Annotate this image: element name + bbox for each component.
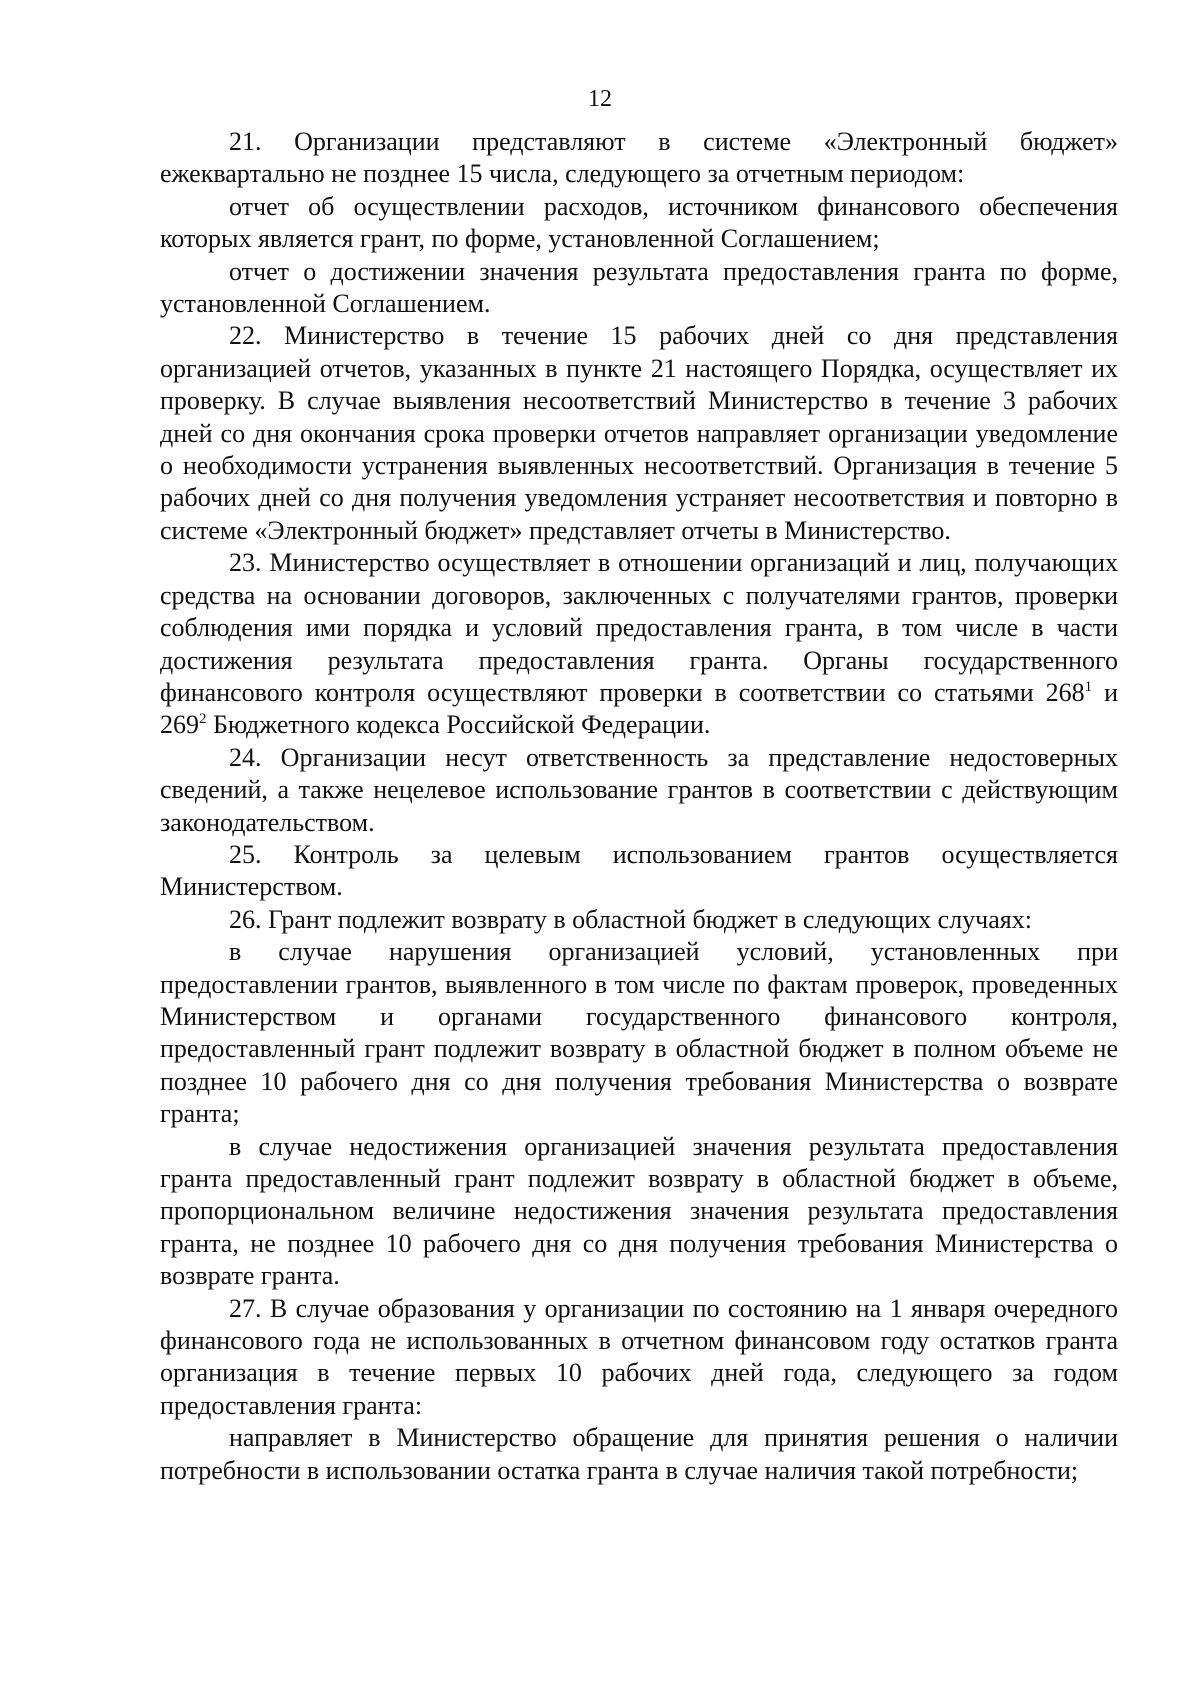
- paragraph-26-item-violation: в случае нарушения организацией условий, установленных при предоставлении грантов, выявленного в том числе по фактам проверок, проведенных Министерством и органами государственного финансового контроля, предоставленный грант подлежит возврату в областной бюджет в полном объеме не позднее 10 рабочего дня со дня получения требования Министерства о возврате гранта;: [160, 937, 1118, 1129]
- paragraph-27: 27. В случае образования у организации по состоянию на 1 января очередного финансового года не использованных в отчетном финансовом году остатков гранта организация в течение первых 10 рабочих дней года, следующего за годом предоставления гранта:: [160, 1293, 1118, 1420]
- paragraph-23: [160, 547, 1118, 741]
- paragraph-25: 25. Контроль за целевым использованием грантов осуществляется Министерством.: [160, 839, 1118, 902]
- page-number: 12: [588, 86, 612, 112]
- paragraph-26: 26. Грант подлежит возврату в областной бюджет в следующих случаях:: [229, 904, 1032, 934]
- paragraph-23-text-before: 23. Министерство осуществляет в отношении организаций и лиц, получающих средства на основании договоров, заключенных с получателями грантов, проверки соблюдения ими порядка и условий предоставления гранта, в том числе в части достижения результата предоставления гранта. Органы государственного финансового контроля осуществляют проверки в соответствии со статьями 268: [160, 548, 1118, 707]
- paragraph-27-item-appeal: направляет в Министерство обращение для принятия решения о наличии потребности в использовании остатка гранта в случае наличия такой потребности;: [160, 1423, 1118, 1485]
- paragraph-26-item-non-achievement: в случае недостижения организацией значения результата предоставления гранта предоставленный грант подлежит возврату в областной бюджет в объеме, пропорциональном величине недостижения значения результата предоставления гранта, не позднее 10 рабочего дня со дня получения требования Министерства о возврате гранта.: [160, 1131, 1118, 1291]
- paragraph-21-item-expenses-report: отчет об осуществлении расходов, источником финансового обеспечения которых является грант, по форме, установленной Соглашением;: [160, 191, 1118, 254]
- paragraph-22: 22. Министерство в течение 15 рабочих дней со дня представления организацией отчетов, указанных в пункте 21 настоящего Порядка, осуществляет их проверку. В случае выявления несоответствий Министерство в течение 3 рабочих дней со дня окончания срока проверки отчетов направляет организации уведомление о необходимости устранения выявленных несоответствий. Организация в течение 5 рабочих дней со дня получения уведомления устраняет несоответствия и повторно в системе «Электронный бюджет» представляет отчеты в Министерство.: [160, 321, 1118, 545]
- paragraph-21: 21. Организации представляют в системе «Электронный бюджет» ежеквартально не позднее 15 числа, следующего за отчетным периодом:: [160, 127, 1118, 189]
- paragraph-21-item-result-report: отчет о достижении значения результата предоставления гранта по форме, установленной Соглашением.: [160, 256, 1118, 319]
- paragraph-23-text-after: Бюджетного кодекса Российской Федерации.: [206, 710, 711, 740]
- paragraph-24: 24. Организации несут ответственность за представление недостоверных сведений, а также нецелевое использование грантов в соответствии с действующим законодательством.: [160, 742, 1118, 837]
- paragraph-23-text-middle: и 269: [160, 677, 1119, 740]
- article-268-superscript: 1: [1084, 678, 1093, 695]
- article-269-superscript: 2: [199, 711, 207, 728]
- document-body: [160, 126, 1118, 1487]
